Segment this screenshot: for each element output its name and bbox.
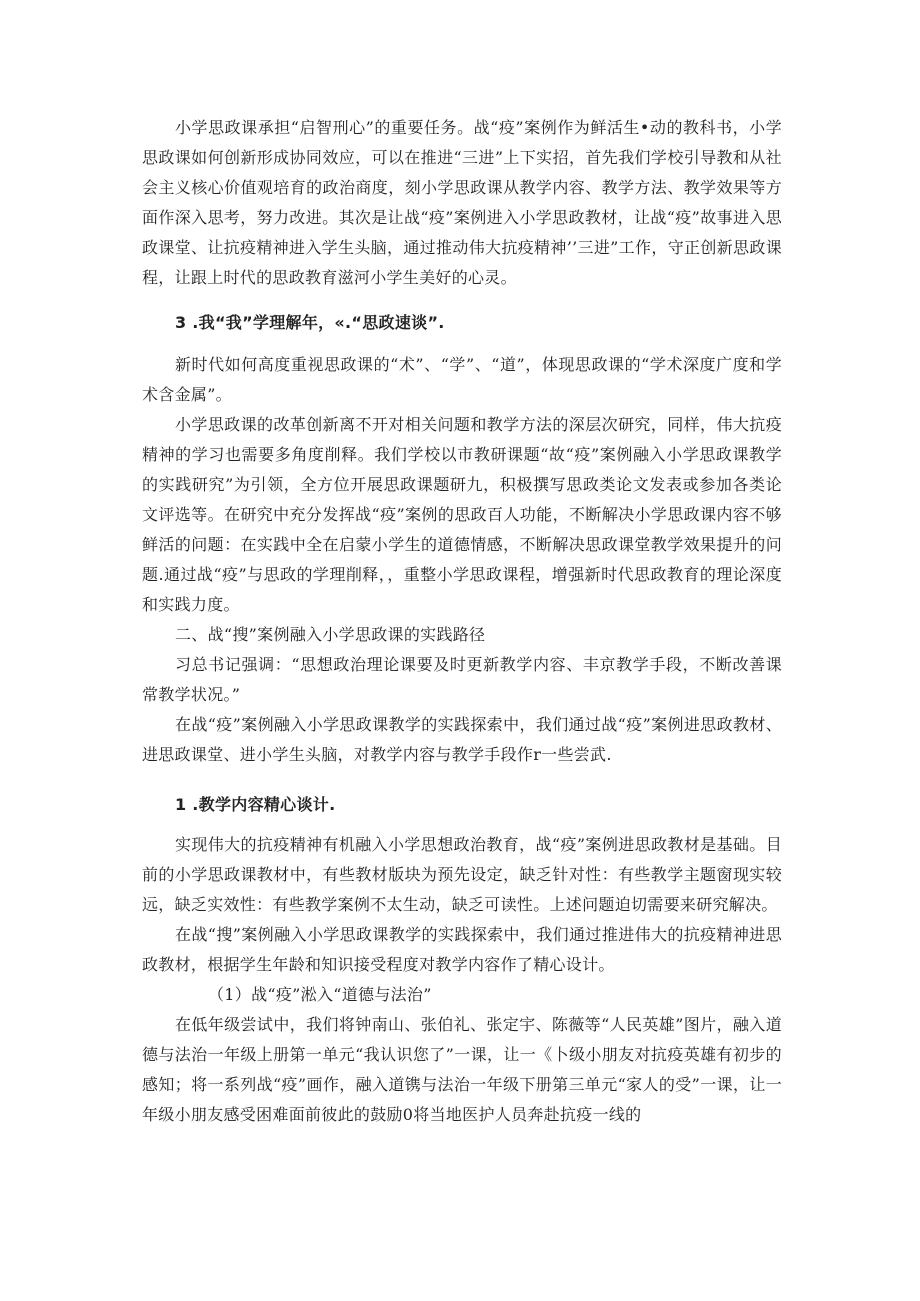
section-3 [142, 308, 782, 338]
paragraph-low-grade: 在低年级尝试中，我们将钟南山、张伯礼、张定宇、陈薇等“人民英雄”图片，融入道德与法治一年级上册第一单元“我认识您了”一课，让一《卜级小朋友对抗疫英雄有初步的感知；将一系列战“疫”画作，融入道镌与法治一年级下册第三单元“家人的受”一课，让一年级小朋友感受困难面前彼此的鼓励0将当地医护人员奔赴抗疫一线的 [142, 1015, 782, 1124]
paragraph-practice: 在战“疫”案例融入小学思政课教学的实践探索中，我们通过战“疫”案例进思政教材、进思政课堂、进小学生头脑，对教学内容与教学手段作r一些尝武. [142, 715, 782, 764]
section-1-body [142, 830, 782, 1130]
paragraph-depth: 新时代如何高度重视思政课的“术”、“学”、“道”，体现思政课的“学术深度广度和学术含金属”。 [142, 355, 782, 404]
heading-3: 3 .我“我”学理解年，«.“思政速谈”. [175, 313, 445, 332]
paragraph-design: 在战“搜”案例融入小学思政课教学的实践探索中，我们通过推进伟大的抗疫精神进思政教材，根据学生年龄和知识接受程度对教学内容作了精心设计。 [142, 925, 782, 974]
section-title-2: 二、战“搜”案例融入小学思政课的实践路径 [175, 625, 486, 644]
paragraph-research: 小学思政课的改革创新离不开对相关问题和教学方法的深层次研究，同样，伟大抗疫精神的学习也需要多角度削释。我们学校以市教研课题“故“疫”案例融入小学思政课教学的实践研究”为引领，全方位开展思政课题研九，积极撰写思政类论文发表或参加各类论文评选等。在研究中充分发挥战“疫”案例的思政百人功能，不断解决小学思政课内容不够鲜活的问题：在实践中全在启蒙小学生的道德情感，不断解决思政课堂教学效果提升的问题.通过战“疫”与思政的学理削释，，重整小学思政课程，增强新时代思政教育的理论深度和实践力度。 [142, 415, 782, 614]
section-intro [142, 113, 782, 293]
heading-1: 1 .教学内容精心谈计. [175, 795, 336, 814]
paragraph-intro: 小学思政课承担“启智刑心”的重要任务。战“疫”案例作为鲜活生•动的教科书，小学思政课如何创新形成协同效应，可以在推进“三进”上下实招，首先我们学校引导教和从社会主义核心价值观培育的政治商度，刻小学思政课从教学内容、教学方法、教学效果等方面作深入思考，努力改进。其次是让战“疫”案例进入小学思政教材，让战“疫”故事进入思政课堂、让抗疫精神进入学生头脑，通过推动伟大抗疫精神’’三进”工作，守正创新思政课程，让跟上时代的思政教育滋河小学生美好的心灵。 [142, 118, 782, 287]
subheading-moral-law: （1）战“疫”淞入“道德与法治” [208, 985, 432, 1004]
paragraph-quote: 习总书记强调：“思想政治理论课要及时更新教学内容、丰京教学手段，不断改善课常教学状况。” [142, 655, 782, 704]
section-3-body [142, 350, 782, 770]
section-1 [142, 790, 782, 820]
paragraph-materials: 实现伟大的抗疫精神有机融入小学思想政治教育，战“疫”案例进思政教材是基础。目前的小学思政课教材中，有些教材版块为预先设定，缺乏针对性：有些教学主题窗现实较远，缺乏实效性：有些教学案例不太生动，缺乏可读性。上述问题迫切需要来研究解决。 [142, 835, 782, 914]
